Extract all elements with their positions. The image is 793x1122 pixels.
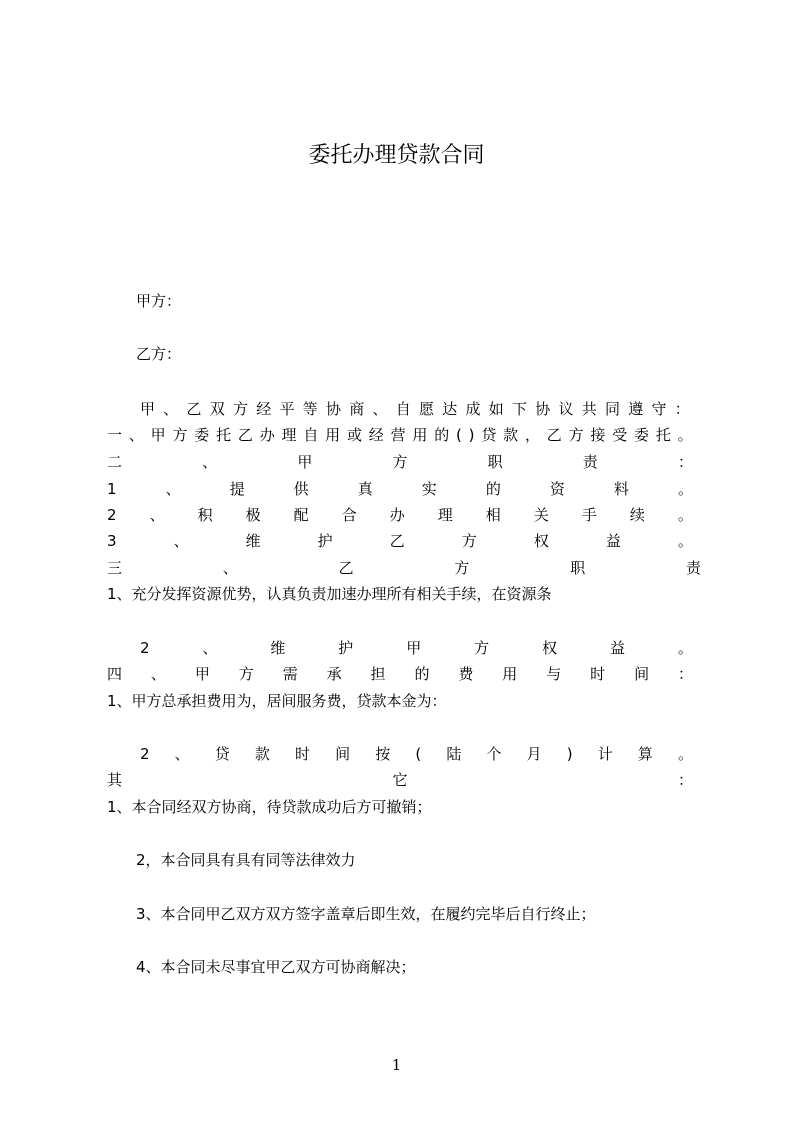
char: 2 — [107, 506, 117, 524]
char: 资 — [549, 480, 565, 498]
char: 款 — [254, 745, 270, 763]
char: 达 — [442, 400, 458, 418]
char: 陆 — [446, 745, 462, 763]
char: 时 — [295, 745, 311, 763]
clause-2-item-1 — [107, 480, 693, 498]
char: 经 — [368, 426, 384, 444]
char: 职 — [570, 559, 586, 577]
char: 乙 — [389, 532, 405, 550]
char: 费 — [458, 665, 474, 683]
char: 用 — [502, 665, 518, 683]
char: ) — [566, 745, 573, 763]
char: 维 — [245, 532, 261, 550]
char: ： — [677, 453, 693, 471]
char: ( — [456, 426, 462, 444]
char: 甲 — [297, 453, 313, 471]
char: 护 — [338, 639, 354, 657]
char: 2 — [140, 745, 150, 763]
clause-5-item-1: 1、本合同经双方协商，待贷款成功后方可撤销； — [107, 798, 432, 816]
clause-4-item-2 — [140, 745, 693, 763]
char: 个 — [486, 745, 502, 763]
char: ： — [677, 771, 693, 789]
char: 料 — [613, 480, 629, 498]
char: 、 — [149, 506, 165, 524]
char: 职 — [487, 453, 503, 471]
char: 托 — [216, 426, 232, 444]
char: 责 — [685, 559, 701, 577]
char: 一 — [107, 426, 123, 444]
char: 营 — [390, 426, 406, 444]
char: 方 — [238, 665, 254, 683]
char: 四 — [107, 665, 123, 683]
char: 、 — [128, 426, 144, 444]
char: 方 — [461, 532, 477, 550]
char: 、 — [150, 665, 166, 683]
char: 守 — [651, 400, 667, 418]
page-number: 1 — [391, 1056, 402, 1074]
char: 承 — [326, 665, 342, 683]
char: 2 — [140, 639, 150, 657]
char: 用 — [325, 426, 341, 444]
char: 真 — [357, 480, 373, 498]
char: 接 — [590, 426, 606, 444]
char: 。 — [677, 480, 693, 498]
char: 时 — [590, 665, 606, 683]
char: 甲 — [406, 639, 422, 657]
clause-2-item-3 — [107, 532, 693, 550]
char: 议 — [558, 400, 574, 418]
char: 商 — [349, 400, 365, 418]
char: 等 — [302, 400, 318, 418]
char: 理 — [437, 506, 453, 524]
char: 、 — [372, 400, 388, 418]
char: 、 — [174, 745, 190, 763]
char: ： — [674, 400, 690, 418]
char: 方 — [568, 426, 584, 444]
char: 贷 — [481, 426, 497, 444]
char: 、 — [202, 639, 218, 657]
char: 同 — [605, 400, 621, 418]
intro-line — [140, 400, 690, 418]
char: 按 — [375, 745, 391, 763]
char: 理 — [281, 426, 297, 444]
clause-5-item-2: 2，本合同具有具有同等法律效力 — [136, 851, 356, 869]
char: 配 — [293, 506, 309, 524]
char: 供 — [293, 480, 309, 498]
char: 护 — [317, 532, 333, 550]
char: 3 — [107, 532, 117, 550]
clause-5-heading — [107, 771, 693, 789]
char: 如 — [488, 400, 504, 418]
party-b-label: 乙方： — [136, 345, 182, 363]
clause-2-item-2 — [107, 506, 693, 524]
char: 乙 — [186, 400, 202, 418]
char: 甲 — [150, 426, 166, 444]
document-title: 委托办理贷款合同 — [308, 143, 485, 168]
char: 间 — [634, 665, 650, 683]
char: 甲 — [140, 400, 156, 418]
clause-5-item-4: 4、本合同未尽事宜甲乙双方可协商解决； — [136, 958, 416, 976]
char: 或 — [346, 426, 362, 444]
char: 办 — [389, 506, 405, 524]
clause-1-line — [107, 426, 693, 444]
char: 月 — [526, 745, 542, 763]
char: ) — [468, 426, 475, 444]
char: 益 — [605, 532, 621, 550]
char: 。 — [677, 639, 693, 657]
char: 遵 — [628, 400, 644, 418]
char: 其 — [107, 771, 123, 789]
char: 委 — [634, 426, 650, 444]
char: 托 — [655, 426, 671, 444]
char: 贷 — [214, 745, 230, 763]
char: 的 — [485, 480, 501, 498]
char: 方 — [392, 453, 408, 471]
clause-3-item-2 — [140, 639, 693, 657]
char: 手 — [581, 506, 597, 524]
char: 愿 — [419, 400, 435, 418]
char: 间 — [335, 745, 351, 763]
char: 算 — [637, 745, 653, 763]
char: 方 — [454, 559, 470, 577]
char: 担 — [370, 665, 386, 683]
clause-3-item-1: 1、充分发挥资源优势，认真负责加速办理所有相关手续，在资源条 — [107, 585, 552, 603]
char: 它 — [392, 771, 408, 789]
char: 权 — [533, 532, 549, 550]
char: 责 — [582, 453, 598, 471]
char: ， — [524, 426, 540, 444]
char: 的 — [434, 426, 450, 444]
char: 。 — [677, 506, 693, 524]
char: 自 — [395, 400, 411, 418]
char: 权 — [542, 639, 558, 657]
char: 、 — [173, 532, 189, 550]
char: 相 — [485, 506, 501, 524]
char: 、 — [222, 559, 238, 577]
char: 。 — [677, 532, 693, 550]
clause-5-item-3: 3、本合同甲乙双方双方签字盖章后即生效，在履约完毕后自行终止； — [136, 905, 596, 923]
char: 。 — [677, 426, 693, 444]
char: 协 — [535, 400, 551, 418]
char: 续 — [629, 506, 645, 524]
char: 需 — [282, 665, 298, 683]
char: 共 — [581, 400, 597, 418]
char: 下 — [512, 400, 528, 418]
char: 提 — [229, 480, 245, 498]
char: 关 — [533, 506, 549, 524]
char: 益 — [609, 639, 625, 657]
char: 办 — [259, 426, 275, 444]
char: 受 — [612, 426, 628, 444]
char: 、 — [165, 480, 181, 498]
char: 自 — [303, 426, 319, 444]
char: 方 — [172, 426, 188, 444]
clause-4-heading — [107, 665, 693, 683]
char: 积 — [197, 506, 213, 524]
char: 成 — [465, 400, 481, 418]
char: 、 — [202, 453, 218, 471]
char: 。 — [677, 745, 693, 763]
char: 乙 — [338, 559, 354, 577]
char: 与 — [546, 665, 562, 683]
char: 的 — [414, 665, 430, 683]
clause-3-heading — [107, 559, 701, 577]
char: 、 — [163, 400, 179, 418]
char: 计 — [597, 745, 613, 763]
char: 极 — [245, 506, 261, 524]
char: 三 — [107, 559, 123, 577]
char: 款 — [503, 426, 519, 444]
char: 双 — [209, 400, 225, 418]
clause-4-item-1: 1、甲方总承担费用为，居间服务费，贷款本金为： — [107, 692, 447, 710]
char: 二 — [107, 453, 123, 471]
char: ： — [677, 665, 693, 683]
char: 平 — [279, 400, 295, 418]
char: 维 — [270, 639, 286, 657]
char: 合 — [341, 506, 357, 524]
char: 乙 — [237, 426, 253, 444]
char: 经 — [256, 400, 272, 418]
char: 乙 — [546, 426, 562, 444]
char: 1 — [107, 480, 117, 498]
char: 协 — [326, 400, 342, 418]
char: 方 — [233, 400, 249, 418]
char: 委 — [194, 426, 210, 444]
char: ( — [415, 745, 422, 763]
clause-2-heading — [107, 453, 693, 471]
char: 甲 — [194, 665, 210, 683]
char: 用 — [412, 426, 428, 444]
char: 方 — [474, 639, 490, 657]
party-a-label: 甲方： — [136, 292, 182, 310]
char: 实 — [421, 480, 437, 498]
